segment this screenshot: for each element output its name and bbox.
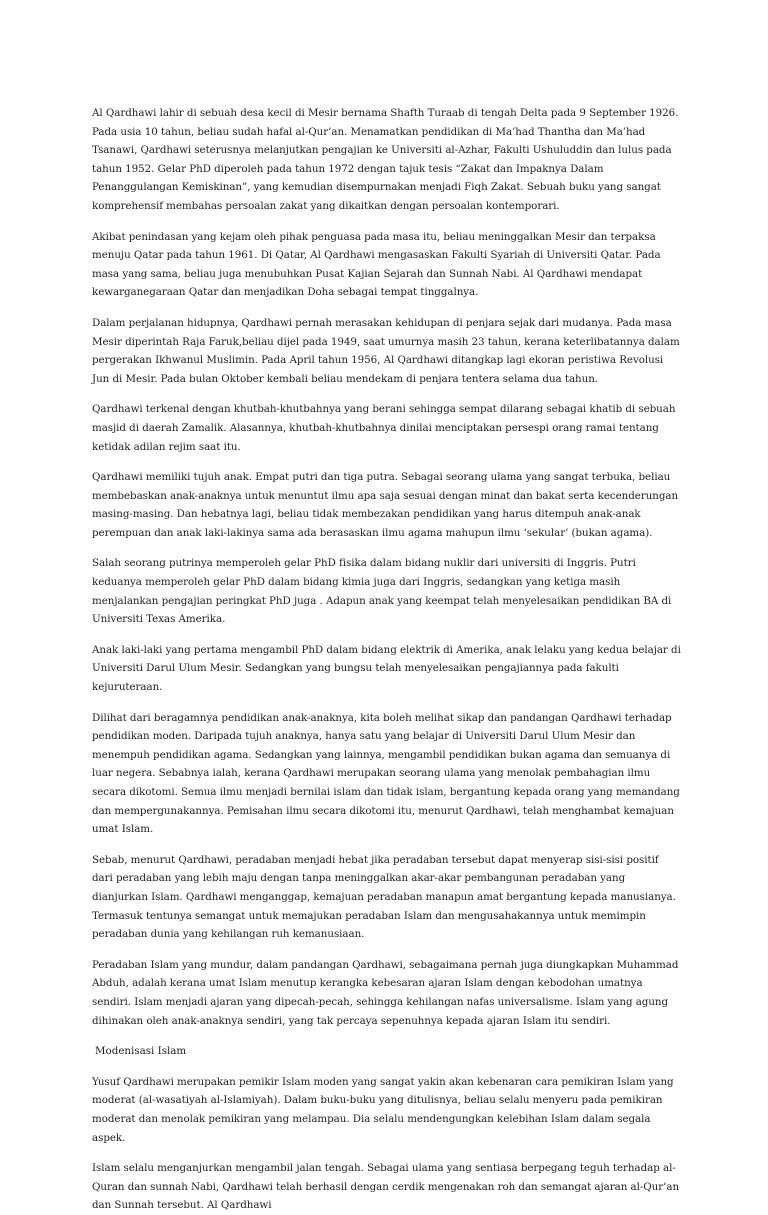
paragraph-middle-path: Islam selalu menganjurkan mengambil jalan tengah. Sebagai ulama yang sentiasa berpegang teguh terhadap al-Quran dan sunnah Nabi, Qardhawi telah berhasil dengan cerdik mengenakan roh dan semangat ajaran al-Qur’an dan Sunnah tersebut. Al Qardhawi: [92, 1162, 680, 1212]
section-heading-modernization: Modenisasi Islam: [95, 1045, 187, 1058]
paragraph-biography-intro: Al Qardhawi lahir di sebuah desa kecil di Mesir bernama Shafth Turaab di tengah Delta pada 9 September 1926. Pada usia 10 tahun, beliau sudah hafal al-Qur’an. Menamatkan pendidikan di Ma’had Thantha dan Ma’had Tsanawi, Qardhawi seterusnya melanjutkan pengajian ke Universiti al-Azhar, Fakulti Ushuluddin dan lulus pada tahun 1952. Gelar PhD diperoleh pada tahun 1972 dengan tajuk tesis “Zakat dan Impaknya Dalam Penanggulangan Kemiskinan”, yang kemudian disempurnakan menjadi Fiqh Zakat. Sebuah buku yang sangat komprehensif membahas persoalan zakat yang dikaitkan dengan persoalan kontemporari.: [92, 107, 679, 212]
paragraph-islamic-decline: Peradaban Islam yang mundur, dalam pandangan Qardhawi, sebagaimana pernah juga diungkapkan Muhammad Abduh, adalah kerana umat Islam menutup kerangka kebesaran ajaran Islam dengan kebodohan umatnya sendiri. Islam menjadi ajaran yang dipecah-pecah, sehingga kehilangan nafas universalisme. Islam yang agung dihinakan oleh anak-anaknya sendiri, yang tak percaya sepenuhnya kepada ajaran Islam itu sendiri.: [92, 958, 679, 1027]
paragraph-move-to-qatar: Akibat penindasan yang kejam oleh pihak penguasa pada masa itu, beliau meninggalkan Mesir dan terpaksa menuju Qatar pada tahun 1961. Di Qatar, Al Qardhawi mengasaskan Fakulti Syariah di Universiti Qatar. Pada masa yang sama, beliau juga menubuhkan Pusat Kajian Sejarah dan Sunnah Nabi. Al Qardhawi mendapat kewarganegaraan Qatar dan menjadikan Doha sebagai tempat tinggalnya.: [92, 230, 661, 299]
paragraph-civilization: Sebab, menurut Qardhawi, peradaban menjadi hebat jika peradaban tersebut dapat menyerap sisi-sisi positif dari peradaban yang lebih maju dengan tanpa meninggalkan akar-akar pembangunan peradaban yang dianjurkan Islam. Qardhawi menganggap, kemajuan peradaban manapun amat bergantung kepada manusianya. Termasuk tentunya semangat untuk memajukan peradaban Islam dan mengusahakannya untuk memimpin peradaban dunia yang kehilangan ruh kemanusiaan.: [92, 853, 676, 941]
paragraph-sermons: Qardhawi terkenal dengan khutbah-khutbahnya yang berani sehingga sempat dilarang sebagai khatib di sebuah masjid di daerah Zamalik. Alasannya, khutbah-khutbahnya dinilai menciptakan persespi orang ramai tentang ketidak adilan rejim saat itu.: [92, 403, 676, 453]
paragraph-view-on-education: Dilihat dari beragamnya pendidikan anak-anaknya, kita boleh melihat sikap dan pandangan Qardhawi terhadap pendidikan moden. Daripada tujuh anaknya, hanya satu yang belajar di Universiti Darul Ulum Mesir dan menempuh pendidikan agama. Sedangkan yang lainnya, mengambil pendidikan bukan agama dan semuanya di luar negera. Sebabnya ialah, kerana Qardhawi merupakan seorang ulama yang menolak pembahagian ilmu secara dikotomi. Semua ilmu menjadi bernilai islam dan tidak islam, bergantung kepada orang yang memandang dan mempergunakannya. Pemisahan ilmu secara dikotomi itu, menurut Qardhawi, telah menghambat kemajuan umat Islam.: [92, 711, 680, 836]
paragraph-imprisonment: Dalam perjalanan hidupnya, Qardhawi pernah merasakan kehidupan di penjara sejak dari mudanya. Pada masa Mesir diperintah Raja Faruk,beliau dijel pada 1949, saat umurnya masih 23 tahun, kerana keterlibatannya dalam pergerakan Ikhwanul Muslimin. Pada April tahun 1956, Al Qardhawi ditangkap lagi ekoran peristiwa Revolusi Jun di Mesir. Pada bulan Oktober kembali beliau mendekam di penjara tentera selama dua tahun.: [92, 316, 680, 385]
paragraph-moderate-thought: Yusuf Qardhawi merupakan pemikir Islam moden yang sangat yakin akan kebenaran cara pemikiran Islam yang moderat (al-wasatiyah al-Islamiyah). Dalam buku-buku yang ditulisnya, beliau selalu menyeru pada pemikiran moderat dan menolak pemikiran yang melampau. Dia selalu mendengungkan kelebihan Islam dalam segala aspek.: [92, 1075, 674, 1144]
paragraph-daughters-education: Salah seorang putrinya memperoleh gelar PhD fisika dalam bidang nuklir dari universiti di Inggris. Putri keduanya memperoleh gelar PhD dalam bidang kimia juga dari Inggris, sedangkan yang ketiga masih menjalankan pengajian peringkat PhD juga . Adapun anak yang keempat telah menyelesaikan pendidikan BA di Universiti Texas Amerika.: [92, 557, 672, 626]
paragraph-sons-education: Anak laki-laki yang pertama mengambil PhD dalam bidang elektrik di Amerika, anak lelaku yang kedua belajar di Universiti Darul Ulum Mesir. Sedangkan yang bungsu telah menyelesaikan pengajiannya pada fakulti kejuruteraan.: [92, 643, 681, 694]
paragraph-children: Qardhawi memiliki tujuh anak. Empat putri dan tiga putra. Sebagai seorang ulama yang sangat terbuka, beliau membebaskan anak-anaknya untuk menuntut ilmu apa saja sesuai dengan minat dan bakat serta kecenderungan masing-masing. Dan hebatnya lagi, beliau tidak membezakan pendidikan yang harus ditempuh anak-anak perempuan dan anak laki-lakinya sama ada berasaskan ilmu agama mahupun ilmu ‘sekular’ (bukan agama).: [92, 471, 679, 539]
